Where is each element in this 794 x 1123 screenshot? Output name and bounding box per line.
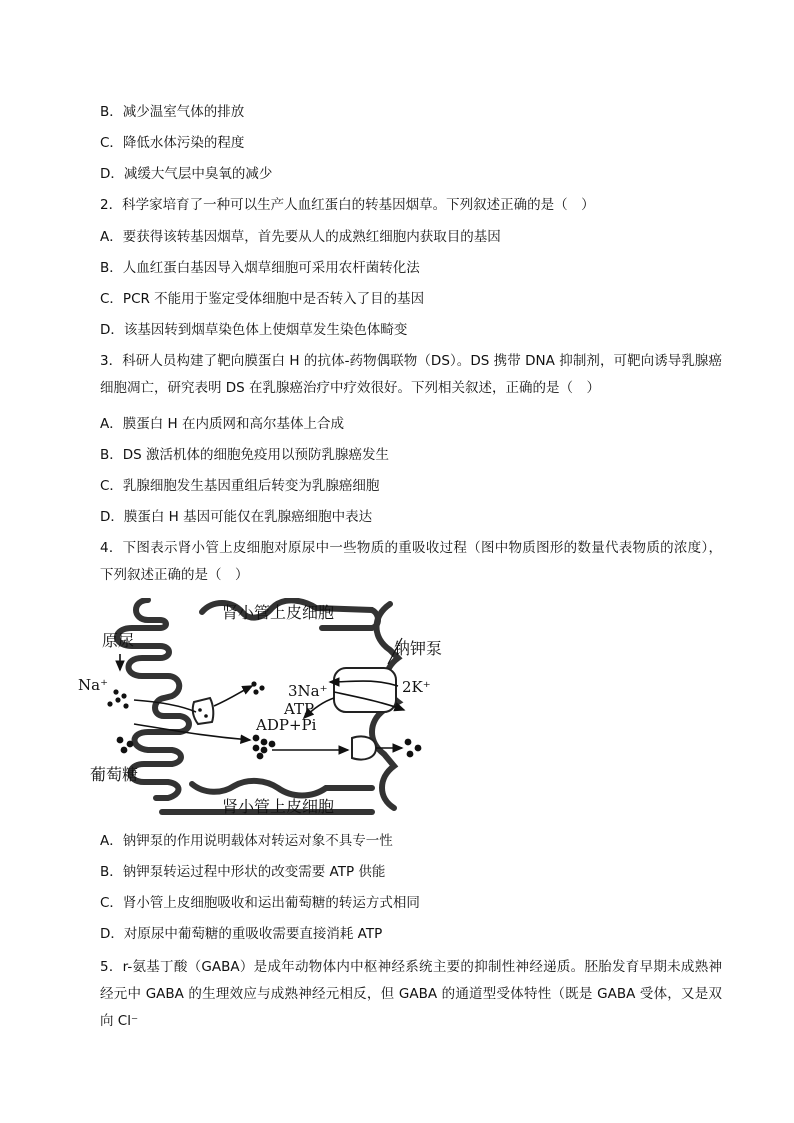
option-d-q2: D．该基因转到烟草染色体上使烟草发生染色体畸变 (100, 322, 408, 338)
option-b-q2: B．人血红蛋白基因导入烟草细胞可采用农杆菌转化法 (100, 260, 420, 276)
option-b-q4: B．钠钾泵转运过程中形状的改变需要 ATP 供能 (100, 864, 386, 880)
adp-label: ADP+Pi (256, 716, 317, 734)
option-a-q2: A．要获得该转基因烟草，首先要从人的成熟红细胞内获取目的基因 (100, 229, 501, 245)
cell-bottom-membrane (192, 781, 372, 796)
option-c-q2: C．PCR 不能用于鉴定受体细胞中是否转入了目的基因 (100, 291, 425, 307)
glucose-carrier (193, 698, 214, 724)
option-a-q3: A．膜蛋白 H 在内质网和高尔基体上合成 (100, 416, 344, 432)
question-5-stem: 5．r-氨基丁酸（GABA）是成年动物体内中枢神经系统主要的抑制性神经递质。胚胎发育早期未成熟神经元中 GABA 的生理效应与成熟神经元相反，但 GABA 的通道型受体特性（既是 GABA 受体，又是双向 Cl⁻ (100, 959, 722, 1029)
option-c-q4: C．肾小管上皮细胞吸收和运出葡萄糖的转运方式相同 (100, 895, 420, 911)
primary-urine-label: 原尿 (102, 631, 135, 650)
option-d-q1: D．减缓大气层中臭氧的减少 (100, 166, 273, 182)
question-3-stem: 3．科研人员构建了靶向膜蛋白 H 的抗体-药物偶联物（DS）。DS 携带 DNA 抑制剂，可靶向诱导乳腺癌细胞凋亡，研究表明 DS 在乳腺癌治疗中疗效很好。下列相关叙述，正确的是（ ） (100, 353, 722, 396)
glucose-label: 葡萄糖 (90, 765, 139, 784)
two-potassium-label: 2K⁺ (402, 678, 431, 696)
kidney-tubule-diagram (72, 598, 472, 826)
sodium-label: Na⁺ (78, 676, 108, 694)
top-cell-label: 肾小管上皮细胞 (222, 603, 335, 622)
option-c-q3: C．乳腺细胞发生基因重组后转变为乳腺癌细胞 (100, 478, 380, 494)
option-c-q1: C．降低水体污染的程度 (100, 135, 245, 151)
sodium-potassium-pump (334, 668, 396, 712)
question-2-stem: 2．科学家培育了一种可以生产人血红蛋白的转基因烟草。下列叙述正确的是（ ） (100, 197, 595, 213)
option-b-q3: B．DS 激活机体的细胞免疫用以预防乳腺癌发生 (100, 447, 390, 463)
pump-label: 钠钾泵 (394, 639, 443, 658)
atp-label: ATP (284, 700, 315, 718)
bottom-cell-label: 肾小管上皮细胞 (222, 797, 335, 816)
question-4-stem: 4．下图表示肾小管上皮细胞对原尿中一些物质的重吸收过程（图中物质图形的数量代表物质的浓度），下列叙述正确的是（ ） (100, 540, 722, 583)
option-d-q4: D．对原尿中葡萄糖的重吸收需要直接消耗 ATP (100, 926, 383, 942)
option-a-q4: A．钠钾泵的作用说明载体对转运对象不具专一性 (100, 833, 393, 849)
sodium-dots (107, 681, 264, 717)
option-b-q1: B．减少温室气体的排放 (100, 104, 245, 120)
three-sodium-label: 3Na⁺ (288, 682, 328, 700)
glucose-exit-carrier (352, 736, 376, 759)
option-d-q3: D．膜蛋白 H 基因可能仅在乳腺癌细胞中表达 (100, 509, 373, 525)
